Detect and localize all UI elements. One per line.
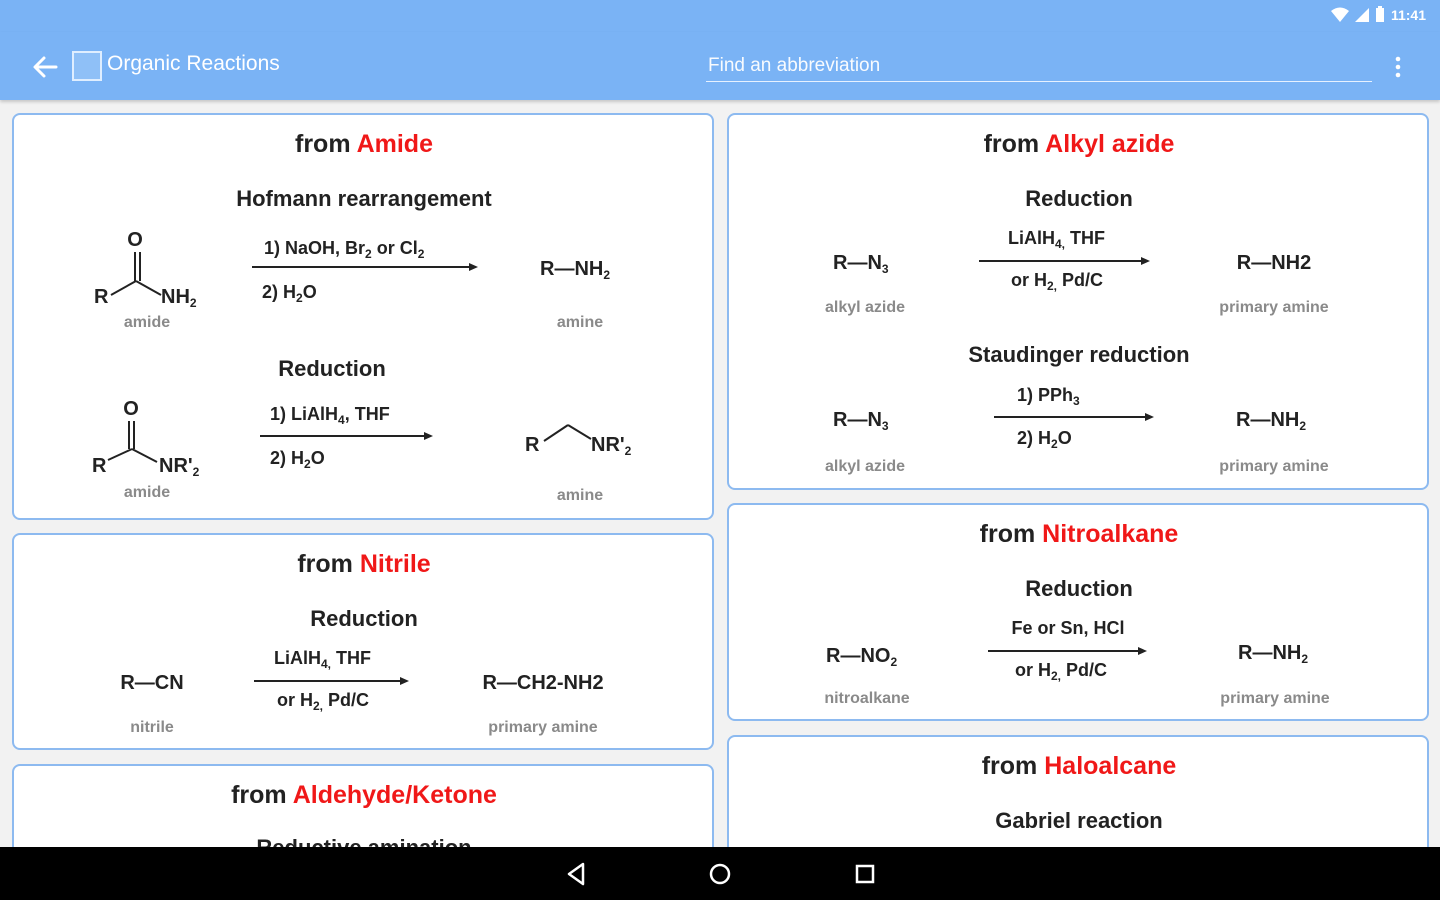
reaction-title: Staudinger reduction — [968, 342, 1190, 367]
card-from-alkyl-azide[interactable] — [727, 113, 1429, 490]
product: $R—NH_2$ — [540, 258, 611, 282]
reactant: $R—NO_2$ — [826, 645, 898, 669]
card-title: from Nitroalkane — [979, 520, 1179, 548]
reactant-oxygen: O — [127, 229, 143, 251]
condition-2: or $H_{2,}$ Pd/C — [277, 690, 370, 713]
nav-recents-icon[interactable] — [850, 859, 880, 889]
reactant-label: amide — [123, 484, 171, 501]
signal-icon — [1355, 7, 1369, 23]
nav-back-icon[interactable] — [561, 859, 591, 889]
reaction-title: Reduction — [278, 356, 386, 381]
condition-2: 2) $H_2O$ — [270, 448, 325, 471]
reactant: $R—N_3$ — [833, 252, 889, 276]
status-time: 11:41 — [1390, 6, 1426, 23]
reaction-title: Gabriel reaction — [995, 808, 1163, 833]
reaction-title: Reduction — [1025, 186, 1133, 211]
product-r: R — [525, 434, 540, 456]
product-label: primary amine — [1220, 690, 1330, 707]
reactant: $R—N_3$ — [833, 409, 889, 433]
condition-1: LiAlH$_{4,}$ THF — [274, 648, 372, 671]
battery-icon — [1375, 6, 1385, 23]
product-group: $NR'_2$ — [591, 434, 632, 458]
card-title: from Aldehyde/Ketone — [231, 781, 497, 809]
back-arrow-icon[interactable] — [28, 50, 62, 84]
condition-2: 2) $H_2O$ — [262, 282, 317, 305]
product: R—NH2 — [1236, 252, 1312, 274]
card-from-nitrile[interactable] — [12, 533, 714, 750]
card-from-amide[interactable] — [12, 113, 714, 520]
wifi-icon — [1331, 7, 1349, 23]
condition-2: or $H_{2,}$ Pd/C — [1011, 270, 1104, 293]
app-title: Organic Reactions — [107, 52, 280, 75]
status-icons — [1331, 6, 1426, 23]
product-label: amine — [556, 487, 604, 504]
reaction-title: Reduction — [310, 606, 418, 631]
reactant-label: nitroalkane — [824, 690, 910, 707]
condition-1: LiAlH$_{4,}$ THF — [1008, 228, 1106, 251]
product-label: primary amine — [1219, 458, 1329, 475]
reactant-label: alkyl azide — [824, 458, 906, 475]
condition-1: Fe or Sn, HCl — [1011, 618, 1125, 638]
overflow-menu-icon[interactable] — [1388, 52, 1408, 82]
app-bar — [0, 32, 1440, 100]
condition-2: 2) $H_2O$ — [1017, 428, 1072, 451]
system-nav-bar — [0, 847, 1440, 900]
card-title: from Nitrile — [297, 550, 431, 578]
condition-1: 1) PPh$_3$ — [1017, 385, 1080, 408]
condition-2: or $H_{2,}$ Pd/C — [1015, 660, 1108, 683]
product-label: primary amine — [488, 719, 598, 736]
nav-home-icon[interactable] — [705, 859, 735, 889]
reactant-oxygen: O — [123, 398, 139, 420]
card-title: from Alkyl azide — [983, 130, 1175, 158]
reactant-label: amide — [123, 314, 171, 331]
product: $R—NH_2$ — [1238, 642, 1309, 666]
product-label: amine — [556, 314, 604, 331]
product: $R—NH_2$ — [1236, 409, 1307, 433]
reactant-label: nitrile — [130, 719, 174, 736]
condition-1: 1) LiAlH$_4$, THF — [270, 404, 390, 427]
product: R—CH2-NH2 — [482, 672, 604, 694]
product-label: primary amine — [1219, 299, 1329, 316]
reactant-group: $NR'_2$ — [159, 455, 200, 479]
reaction-title: Reduction — [1025, 576, 1133, 601]
reactant: R—CN — [120, 672, 184, 694]
reaction-title: Hofmann rearrangement — [236, 186, 492, 211]
status-bar — [0, 0, 1440, 32]
reactant-r: R — [94, 286, 109, 308]
search-input[interactable] — [706, 50, 1372, 82]
card-from-nitroalkane[interactable] — [727, 503, 1429, 721]
condition-1: 1) NaOH, $Br_2$ or $Cl_2$ — [264, 238, 425, 261]
card-title: from Amide — [295, 130, 433, 158]
reactant-group: $NH_2$ — [161, 286, 197, 310]
app-logo-icon — [72, 51, 102, 81]
card-title: from Haloalcane — [981, 752, 1177, 780]
reactant-r: R — [92, 455, 107, 477]
reactant-label: alkyl azide — [824, 299, 906, 316]
